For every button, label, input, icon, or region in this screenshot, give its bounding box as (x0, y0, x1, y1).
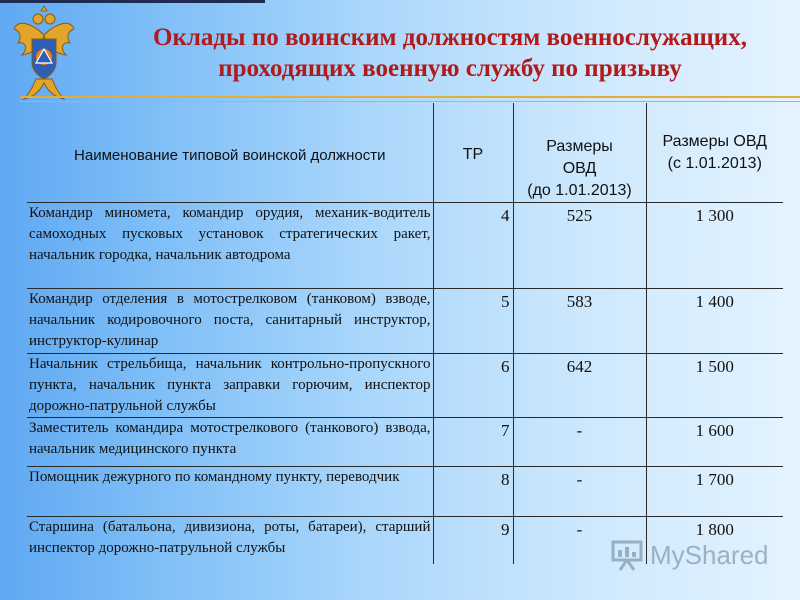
row-ovd-new: 1 400 (646, 288, 783, 353)
row-ovd-new: 1 700 (646, 466, 783, 516)
header-ovd-old-line3: (до 1.01.2013) (527, 181, 632, 199)
row-ovd-old: 642 (513, 353, 646, 417)
row-position-name: Заместитель командира мотострелкового (танкового) взвода, начальник медицинского пункта (27, 417, 433, 466)
header-ovd-new-line1: Размеры ОВД (662, 133, 768, 150)
emergency-ministry-emblem-icon (12, 5, 76, 103)
title-line-2: проходящих военную службу по призыву (218, 55, 682, 82)
header-ovd-old (513, 103, 646, 202)
header-position-name: Наименование типовой воинской должности (74, 146, 386, 164)
row-position-name: Командир отделения в мотострелковом (танковом) взводе, начальник кодировочного поста, санитарный инструктор, инструктор-кулинар (27, 288, 433, 353)
header-ovd-old-line2: ОВД (562, 159, 597, 177)
row-tr: 7 (433, 417, 513, 466)
watermark (610, 535, 769, 575)
row-ovd-old: 583 (513, 288, 646, 353)
row-ovd-old: - (513, 466, 646, 516)
row-ovd-new: 1 800 (646, 516, 783, 564)
row-tr: 6 (433, 353, 513, 417)
salary-table (27, 103, 783, 564)
table-row (27, 417, 783, 466)
row-ovd-new: 1 600 (646, 417, 783, 466)
header-tr: ТР (433, 103, 513, 202)
table-row (27, 353, 783, 417)
watermark-text: MyShared (650, 539, 769, 570)
page-title (100, 22, 800, 84)
row-ovd-new: 1 500 (646, 353, 783, 417)
row-tr: 9 (433, 516, 513, 564)
title-rule-thin (20, 101, 800, 102)
title-line-1: Оклады по воинским должностям военнослужащих, (153, 24, 747, 51)
table-header-row (27, 103, 783, 202)
row-tr: 8 (433, 466, 513, 516)
table-row (27, 288, 783, 353)
header-ovd-old-line1: Размеры (546, 137, 613, 155)
row-position-name: Помощник дежурного по командному пункту, переводчик (27, 466, 433, 516)
top-bar (0, 0, 265, 3)
presentation-icon (610, 538, 644, 572)
row-position-name: Командир миномета, командир орудия, механик-водитель самоходных пусковых установок стратегических ракет, начальник городка, начальник автодрома (27, 202, 433, 288)
row-tr: 5 (433, 288, 513, 353)
header-ovd-new (646, 103, 783, 202)
row-ovd-old: - (513, 516, 646, 564)
table-row (27, 202, 783, 288)
row-ovd-new: 1 300 (646, 202, 783, 288)
table-row (27, 466, 783, 516)
title-rule (20, 96, 800, 98)
row-tr: 4 (433, 202, 513, 288)
row-ovd-old: 525 (513, 202, 646, 288)
row-position-name: Старшина (батальона, дивизиона, роты, батареи), старший инспектор дорожно-патрульной службы (27, 516, 433, 564)
header-ovd-new-line2: (с 1.01.2013) (667, 155, 762, 172)
row-ovd-old: - (513, 417, 646, 466)
row-position-name: Начальник стрельбища, начальник контрольно-пропускного пункта, начальник пункта заправки горючим, инспектор дорожно-патрульной службы (27, 353, 433, 417)
